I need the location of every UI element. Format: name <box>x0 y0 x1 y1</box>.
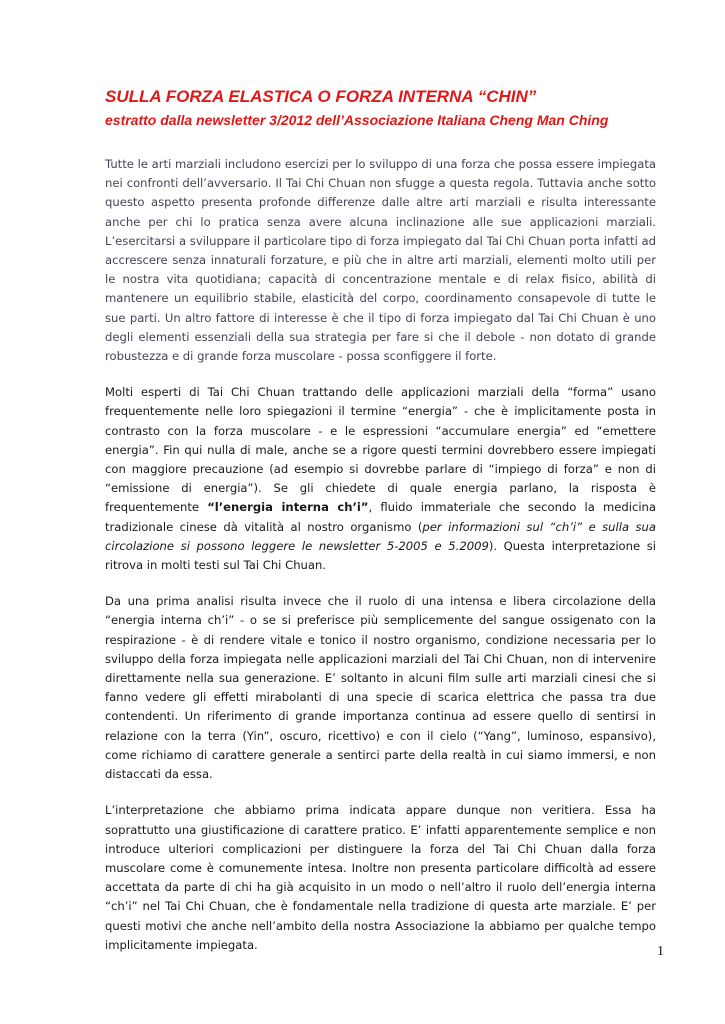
paragraph-1: Tutte le arti marziali includono esercizi per lo sviluppo di una forza che possa essere impiegata nei confronti dell’avversario. Il Tai Chi Chuan non sfugge a questa regola. Tuttavia anche sotto questo aspetto presenta profonde differenze dalle altre arti marziali e risulta interessante anche per chi lo pratica senza avere alcuna inclinazione alle sue applicazioni marziali. L’esercitarsi a sviluppare il particolare tipo di forza impiegato dal Tai Chi Chuan porta infatti ad accrescere senza innaturali forzature, e più che in altre arti marziali, elementi molto utili per le nostra vita quotidiana; capacità di concentrazione mentale e di relax fisico, abilità di mantenere un equilibrio stabile, elasticità del corpo, coordinamento consapevole di tutte le sue parti. Un altro fattore di interesse è che il tipo di forza impiegato dal Tai Chi Chuan è uno degli elementi essenziali della sua strategia per fare si che il debole - non dotato di grande robustezza e di grande forza muscolare - possa sconfiggere il forte. <box>105 157 656 364</box>
paragraph-2-text-a: Molti esperti di Tai Chi Chuan trattando delle applicazioni marziali della “forma” usano frequentemente nelle loro spiegazioni il termine “energia” - che è implicitamente posta in contrasto con la forza muscolare - e le espressioni “accumulare energia” ed “emettere energia”. Fin qui nulla di male, anche se a rigore questi termini dovrebbero essere impiegati con maggiore precauzione (ad esempio si dovrebbe parlare di “impiego di forza” e non di “emissione di energia”). Se gli chiedete di quale energia parlano, la risposta è frequentemente <box>105 385 656 515</box>
paragraph-2-highlight: “l’energia interna ch’i” <box>207 500 369 515</box>
document-body <box>105 155 656 972</box>
document-subtitle: estratto dalla newsletter 3/2012 dell’Associazione Italiana Cheng Man Ching <box>105 112 609 128</box>
paragraph-4: L’interpretazione che abbiamo prima indicata appare dunque non veritiera. Essa ha soprattutto una giustificazione di carattere pratico. E’ infatti apparentemente semplice e non introduce ulteriori complicazioni per distinguere la forza del Tai Chi Chuan dalla forza muscolare come è comunemente intesa. Inoltre non presenta particolare difficoltà ad essere accettata da parte di chi ha già acquisito in un modo o nell’altro il ruolo dell’energia interna “ch’i” nel Tai Chi Chuan, che è fondamentale nella tradizione di questa arte marziale. E’ per questi motivi che anche nell’ambito della nostra Associazione la abbiamo per qualche tempo implicitamente impiegata. <box>105 803 656 952</box>
document-title: SULLA FORZA ELASTICA O FORZA INTERNA “CHIN” <box>105 87 537 106</box>
paragraph-2-text-c: ). Questa interpretazione si ritrova in molti testi sul Tai Chi Chuan. <box>105 538 656 573</box>
paragraph-3: Da una prima analisi risulta invece che il ruolo di una intensa e libera circolazione della “energia interna ch’i” - o se si preferisce più semplicemente del sangue ossigenato con la respirazione - è di rendere vitale e tonico il nostro organismo, condizione necessaria per lo sviluppo della forza impiegata nelle applicazioni marziali del Tai Chi Chuan, non di intervenire direttamente nella sua generazione. E’ soltanto in alcuni film sulle arti marziali cinesi che si fanno vedere gli effetti mirabolanti di una specie di scarica elettrica che passa tra due contendenti. Un riferimento di grande importanza continua ad essere quello di sentirsi in relazione con la terra (Yin”, oscuro, ricettivo) e con il cielo (“Yang”, luminoso, espansivo), come richiamo di carattere generale a sentirci parte della realtà in cui siamo immersi, e non distaccati da essa. <box>105 594 656 782</box>
paragraph-2-italic-note: per informazioni sul “ch’i” e sulla sua circolazione si possono leggere le newsletter 5-2005 e 5.2009 <box>105 519 657 553</box>
paragraph-2 <box>105 383 656 575</box>
page-number: 1 <box>657 944 664 959</box>
paragraph-2-text-b: , fluido immateriale che secondo la medicina tradizionale cinese dà vitalità al nostro organismo ( <box>105 500 657 534</box>
